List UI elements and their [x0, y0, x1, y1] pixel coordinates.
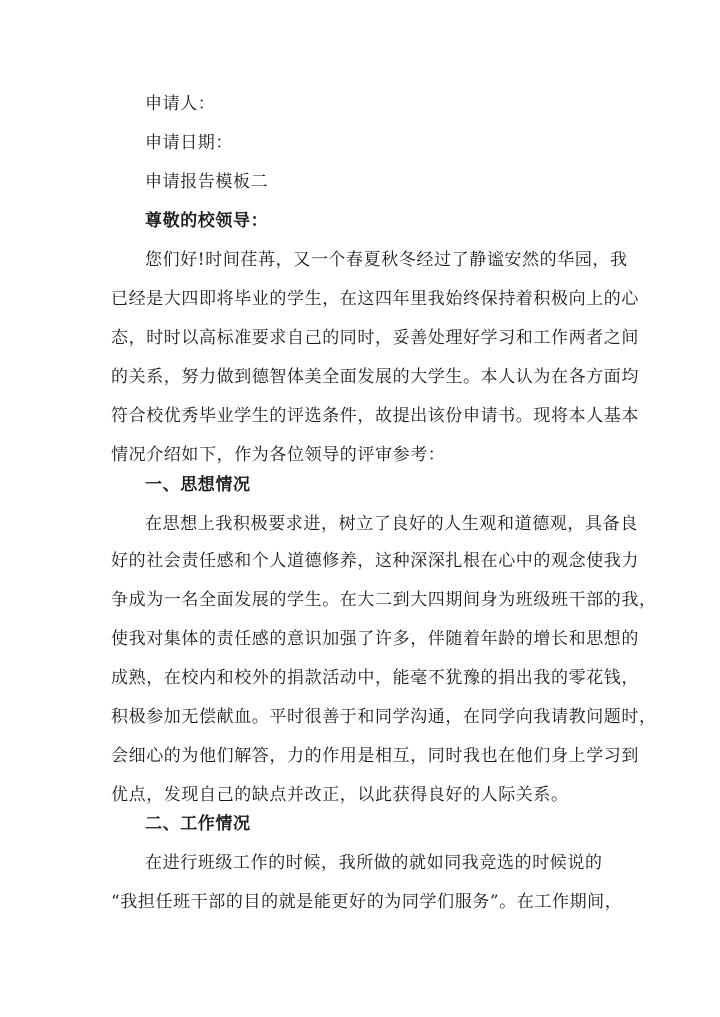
template-title: 申请报告模板二 — [145, 172, 269, 192]
section-heading-thought: 一、思想情况 — [145, 475, 251, 495]
section2-line: 在进行班级工作的时候，我所做的就如同我竞选的时候说的 — [145, 853, 603, 873]
section1-line: 会细心的为他们解答，力的作用是相互，同时我也在他们身上学习到 — [111, 746, 639, 766]
section1-line: 成熟，在校内和校外的捐款活动中，能毫不犹豫的捐出我的零花钱， — [111, 668, 639, 688]
intro-line: 已经是大四即将毕业的学生，在这四年里我始终保持着积极向上的心 — [111, 289, 639, 309]
applicant-label: 申请人： — [145, 94, 216, 114]
section1-line: 积极参加无偿献血。平时很善于和同学沟通，在同学向我请教问题时， — [111, 707, 657, 727]
section1-line: 争成为一名全面发展的学生。在大二到大四期间身为班级班干部的我， — [111, 590, 657, 610]
intro-line: 态，时时以高标准要求自己的同时，妥善处理好学习和工作两者之间 — [111, 328, 639, 348]
section1-line: 优点，发现自己的缺点并改正，以此获得良好的人际关系。 — [111, 785, 569, 805]
section1-line: 好的社会责任感和个人道德修养，这种深深扎根在心中的观念使我力 — [111, 551, 639, 571]
section-heading-work: 二、工作情况 — [145, 814, 251, 834]
section1-line: 在思想上我积极要求进，树立了良好的人生观和道德观，具备良 — [145, 514, 638, 534]
date-label: 申请日期： — [145, 133, 233, 153]
section2-line: “我担任班干部的目的就是能更好的为同学们服务”。在工作期间， — [111, 892, 623, 912]
intro-line: 情况介绍如下，作为各位领导的评审参考： — [111, 445, 446, 465]
salutation: 尊敬的校领导： — [145, 211, 269, 231]
intro-line: 您们好!时间荏苒，又一个春夏秋冬经过了静谧安然的华园，我 — [145, 250, 628, 270]
section1-line: 使我对集体的责任感的意识加强了许多，伴随着年龄的增长和思想的 — [111, 629, 639, 649]
intro-line: 符合校优秀毕业学生的评选条件，故提出该份申请书。现将本人基本 — [111, 406, 639, 426]
intro-line: 的关系，努力做到德智体美全面发展的大学生。本人认为在各方面均 — [111, 367, 639, 387]
